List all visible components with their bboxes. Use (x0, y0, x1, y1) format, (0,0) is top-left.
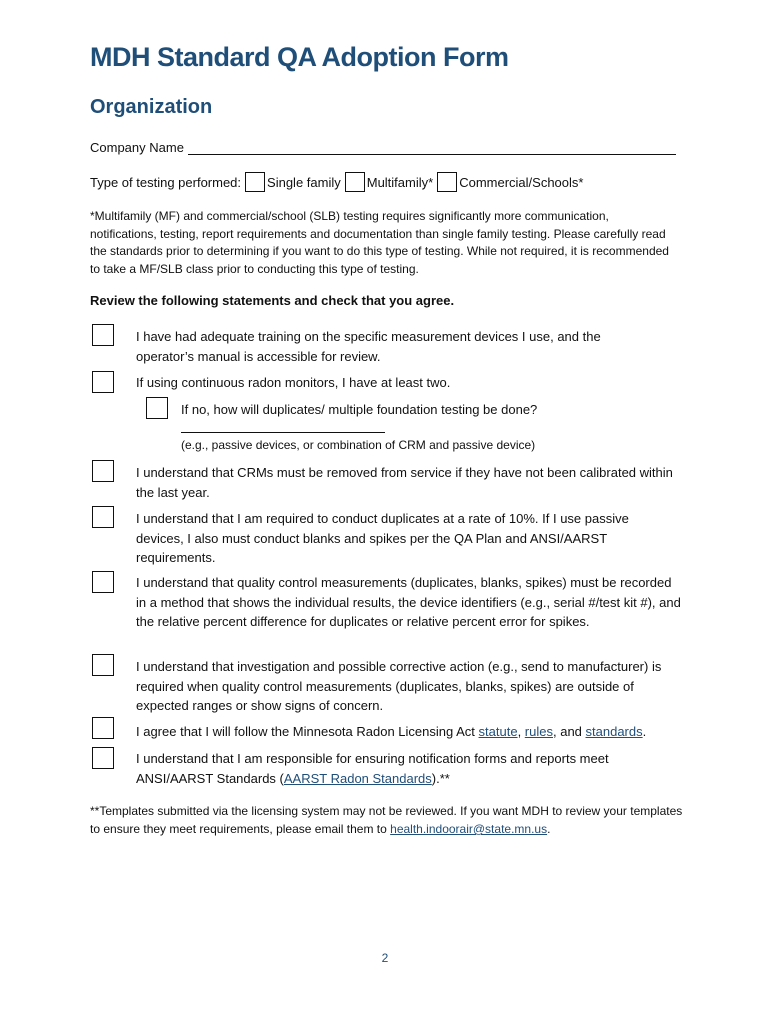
commercial-schools-label: Commercial/Schools* (459, 174, 584, 190)
single-family-label: Single family (267, 174, 341, 190)
notification-text: I understand that I am responsible for ensuring notification forms and reports meet ANSI/AARST Standards ( (136, 751, 609, 786)
licensing-act-statement (136, 722, 696, 742)
testing-type-label: Type of testing performed: (90, 174, 242, 190)
multifamily-label: Multifamily* (366, 174, 434, 190)
crm-count-checkbox[interactable] (92, 371, 114, 393)
duplicates-checkbox[interactable] (146, 397, 168, 419)
footnote-suffix: . (547, 822, 551, 836)
licensing-act-text: I agree that I will follow the Minnesota Radon Licensing Act (136, 724, 479, 739)
crm-count-statement: If using continuous radon monitors, I have at least two. (136, 375, 451, 390)
duplicates-question: If no, how will duplicates/ multiple foundation testing be done? (181, 402, 538, 417)
duplicates-answer-line[interactable] (181, 432, 385, 433)
duplicates-rate-statement: I understand that I am required to conduct duplicates at a rate of 10%. If I use passive devices, I also must conduct blanks and spikes per the QA Plan and ANSI/AARST requirements. (136, 511, 629, 565)
review-heading: Review the following statements and check that you agree. (90, 293, 455, 308)
footnote-text: **Templates submitted via the licensing system may not be reviewed. If you want MDH to review your templates to ensure they meet requirements, please email them to (90, 804, 683, 836)
licensing-sep1: , (517, 724, 525, 739)
duplicates-rate-checkbox[interactable] (92, 506, 114, 528)
company-name-label: Company Name (90, 140, 184, 155)
page-number: 2 (381, 951, 389, 965)
templates-footnote (90, 802, 690, 838)
standards-link[interactable]: standards (585, 724, 643, 739)
duplicates-example: (e.g., passive devices, or combination of CRM and passive device) (181, 438, 536, 452)
notification-checkbox[interactable] (92, 747, 114, 769)
multifamily-checkbox[interactable] (345, 172, 365, 192)
commercial-schools-checkbox[interactable] (437, 172, 457, 192)
company-name-row (90, 140, 676, 155)
page-title: MDH Standard QA Adoption Form (90, 42, 509, 72)
calibration-statement: I understand that CRMs must be removed from service if they have not been calibrated within the last year. (136, 465, 673, 500)
organization-heading: Organization (90, 96, 213, 118)
single-family-checkbox[interactable] (245, 172, 265, 192)
company-name-input[interactable] (188, 140, 676, 155)
testing-type-row (90, 170, 583, 194)
email-link[interactable]: health.indoorair@state.mn.us (390, 822, 548, 836)
qc-record-checkbox[interactable] (92, 571, 114, 593)
licensing-sep2: , and (552, 724, 586, 739)
corrective-action-checkbox[interactable] (92, 654, 114, 676)
qc-record-statement: I understand that quality control measurements (duplicates, blanks, spikes) must be recorded in a method that shows the individual results, the device identifiers (e.g., serial #/test kit #), and the relative percent difference for duplicates or relative percent error for spikes. (136, 575, 681, 629)
corrective-action-statement: I understand that investigation and possible corrective action (e.g., send to manufacturer) is required when quality control measurements (duplicates, blanks, spikes) are outside of expected ranges or show signs of concern. (136, 659, 662, 713)
licensing-suffix: . (642, 724, 647, 739)
training-checkbox[interactable] (92, 324, 114, 346)
aarst-standards-link[interactable]: AARST Radon Standards (283, 770, 432, 786)
training-statement: I have had adequate training on the specific measurement devices I use, and the operator’s manual is accessible for review. (136, 329, 601, 364)
multifamily-note: *Multifamily (MF) and commercial/school (SLB) testing requires significantly more communication, notifications, testing, report requirements and documentation than single family testing. Please carefully read the standards prior to determining if you want to do this type of testing. While not required, it is recommended to take a MF/SLB class prior to conducting this type of testing. (90, 209, 669, 276)
statute-link[interactable]: statute (478, 724, 518, 739)
notification-statement (136, 749, 666, 788)
rules-link[interactable]: rules (524, 724, 553, 739)
notification-suffix: ).** (431, 770, 450, 786)
licensing-act-checkbox[interactable] (92, 717, 114, 739)
calibration-checkbox[interactable] (92, 460, 114, 482)
